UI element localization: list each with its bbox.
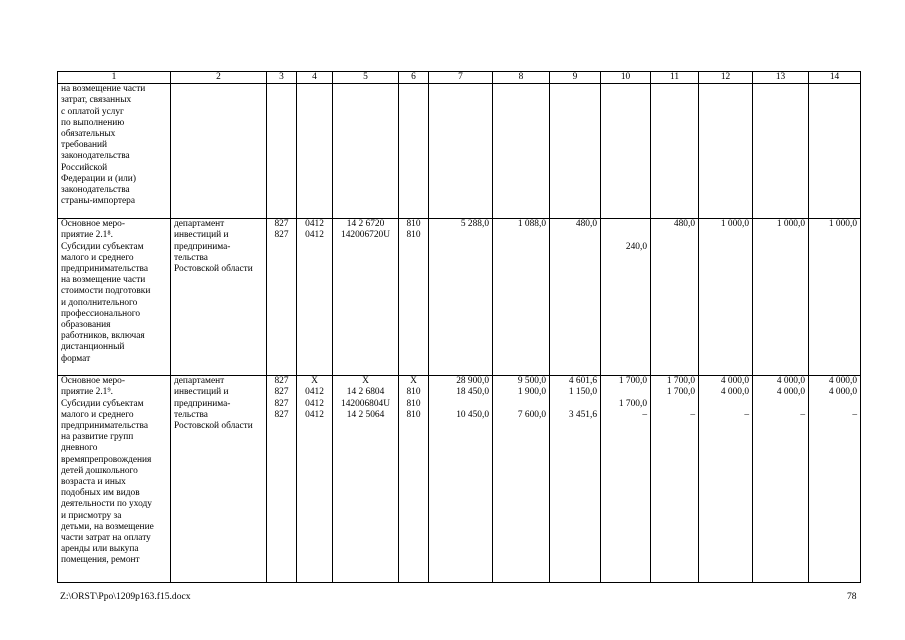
cell [651, 84, 699, 219]
header-cell: 7 [429, 72, 493, 84]
responsible-executor: департамент инвестиций и предпринима- тельства Ростовской области [171, 219, 267, 376]
header-cell: 11 [651, 72, 699, 84]
cell [601, 84, 651, 219]
amount-total: 5 288,0 [429, 219, 493, 376]
file-path-footer: Z:\ORST\Ppo\1209p163.f15.docx [60, 591, 191, 602]
rzpr-code: X 0412 0412 0412 [297, 376, 333, 583]
activity-description: Основное меро- приятие 2.1⁹. Субсидии субъектам малого и среднего предпринимательства на развитие групп дневного времяпрепровождения детей дошкольного возраста и иных подобных им видов деятельности по уходу и присмотру за детьми, на возмещение части затрат на оплату аренды или выкупа помещения, ремонт [58, 376, 171, 583]
header-cell: 6 [399, 72, 429, 84]
amount-total: 28 900,0 18 450,0 10 450,0 [429, 376, 493, 583]
cell [699, 84, 753, 219]
header-row [58, 72, 861, 84]
header-cell: 2 [171, 72, 267, 84]
amount-year: 1 000,0 [809, 219, 861, 376]
amount-year: 240,0 [601, 219, 651, 376]
cell [493, 84, 550, 219]
amount-year: 1 700,0 1 700,0 – [601, 376, 651, 583]
grbs-code: 827 827 827 827 [267, 376, 297, 583]
amount-year: 1 088,0 [493, 219, 550, 376]
cell [429, 84, 493, 219]
header-cell: 8 [493, 72, 550, 84]
header-cell: 4 [297, 72, 333, 84]
header-cell: 10 [601, 72, 651, 84]
header-cell: 14 [809, 72, 861, 84]
responsible-executor: департамент инвестиций и предпринима- тельства Ростовской области [171, 376, 267, 583]
amount-year: 480,0 [550, 219, 601, 376]
header-cell: 5 [333, 72, 399, 84]
amount-year: 1 000,0 [699, 219, 753, 376]
amount-year: 4 000,0 4 000,0 – [809, 376, 861, 583]
rzpr-code: 0412 0412 [297, 219, 333, 376]
amount-year: 9 500,0 1 900,0 7 600,0 [493, 376, 550, 583]
cell [267, 84, 297, 219]
cell [171, 84, 267, 219]
table-row [58, 376, 861, 583]
csr-code: 14 2 6720 142006720U [333, 219, 399, 376]
cell [809, 84, 861, 219]
activity-description: Основное меро- приятие 2.1⁸. Субсидии субъектам малого и среднего предпринимательства на возмещение части стоимости подготовки и дополнительного профессионального образования работников, включая дистанционный формат [58, 219, 171, 376]
amount-year: 1 000,0 [753, 219, 809, 376]
table-row [58, 84, 861, 219]
cell [550, 84, 601, 219]
header-cell: 12 [699, 72, 753, 84]
header-cell: 9 [550, 72, 601, 84]
cell [333, 84, 399, 219]
cell [399, 84, 429, 219]
table-row [58, 219, 861, 376]
budget-table [57, 71, 861, 583]
page-number: 78 [847, 591, 857, 602]
csr-code: X 14 2 6804 142006804U 14 2 5064 [333, 376, 399, 583]
header-cell: 13 [753, 72, 809, 84]
grbs-code: 827 827 [267, 219, 297, 376]
cell [753, 84, 809, 219]
vr-code: X 810 810 810 [399, 376, 429, 583]
cell [297, 84, 333, 219]
activity-description: на возмещение части затрат, связанных с оплатой услуг по выполнению обязательных требований законодательства Российской Федерации и (или) законодательства страны-импортера [58, 84, 171, 219]
header-cell: 3 [267, 72, 297, 84]
amount-year: 1 700,0 1 700,0 – [651, 376, 699, 583]
amount-year: 480,0 [651, 219, 699, 376]
amount-year: 4 000,0 4 000,0 – [753, 376, 809, 583]
amount-year: 4 601,6 1 150,0 3 451,6 [550, 376, 601, 583]
vr-code: 810 810 [399, 219, 429, 376]
amount-year: 4 000,0 4 000,0 – [699, 376, 753, 583]
header-cell: 1 [58, 72, 171, 84]
